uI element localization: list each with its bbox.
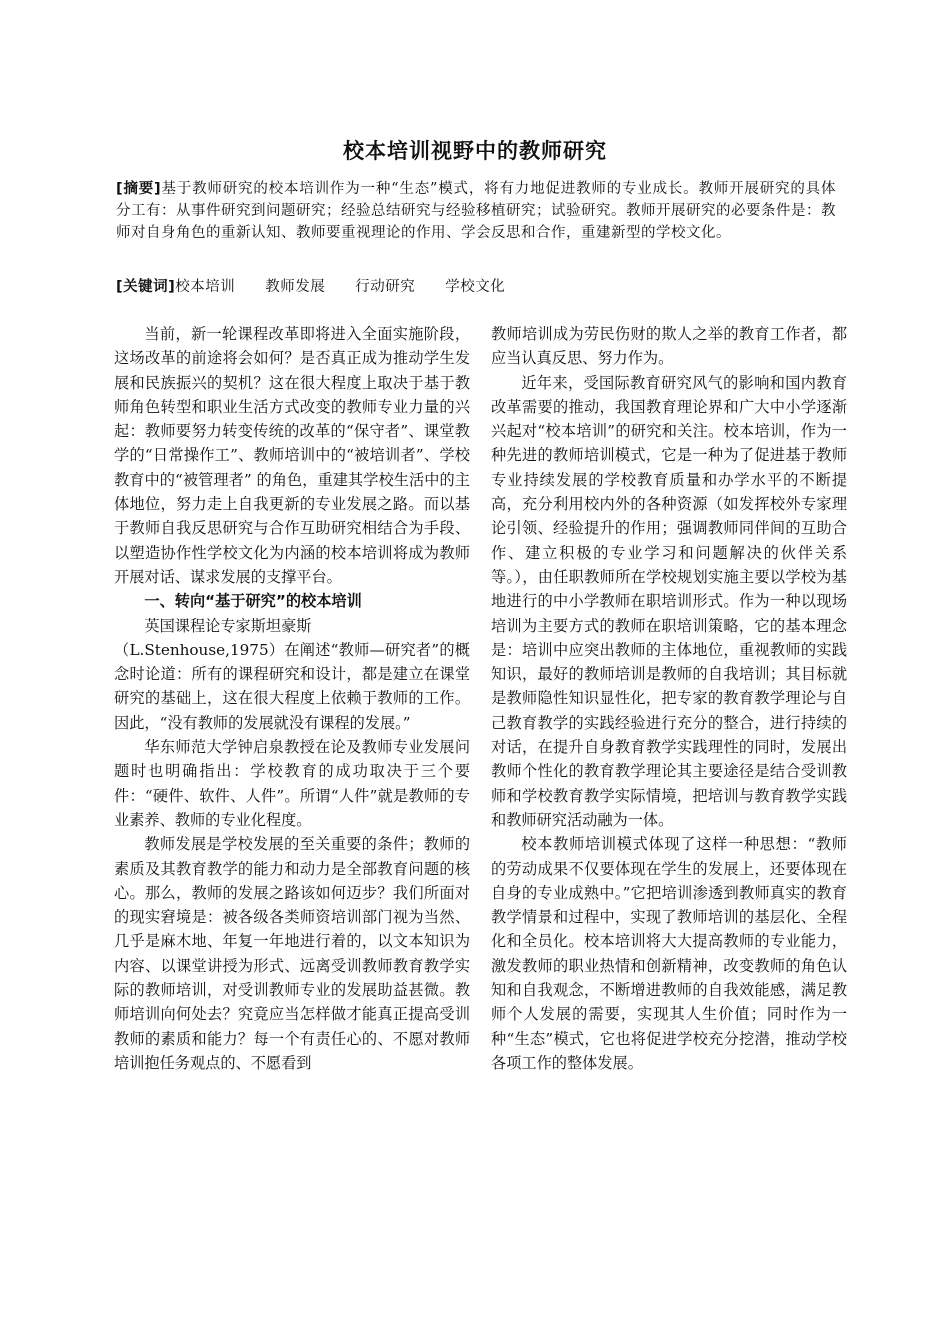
paper-title: 校本培训视野中的教师研究: [343, 139, 607, 163]
abstract-text: 基于教师研究的校本培训作为一种“生态”模式，将有力地促进教师的专业成长。教师开展研究的具体分工有：从事件研究到问题研究；经验总结研究与经验移植研究；试验研究。教师开展研究的必要条件是：教师对自身角色的重新认知、教师要重视理论的作用、学会反思和合作，重建新型的学校文化。: [116, 181, 836, 241]
section-heading: 一、转向“基于研究”的校本培训: [144, 592, 362, 611]
keywords: [116, 276, 836, 298]
paragraph: 教师发展是学校发展的至关重要的条件；教师的素质及其教育教学的能力和动力是全部教育问题的核心。那么，教师的发展之路该如何迈步？我们所面对的现实窘境是：被各级各类师资培训部门视为当然、几乎是麻木地、年复一年地进行着的，以文本知识为内容、以课堂讲授为形式、远离受训教师教育教学实际的教师培训，对受训教师专业的发展助益甚微。教师培训向何处去？究竟应当怎样做才能真正提高受训教师的素质和能力？每一个有责任心的、不愿对教师培训抱任务观点的、不愿看到: [114, 835, 470, 1072]
paragraph: 英国课程论专家斯坦豪斯: [144, 616, 312, 635]
right-column: [491, 322, 847, 1075]
paragraph: 华东师范大学钟启泉教授在论及教师专业发展问题时也明确指出：学校教育的成功取决于三个要件：“硬件、软件、人件”。所谓“人件”就是教师的专业素养、教师的专业化程度。: [114, 738, 470, 829]
paragraph: 校本教师培训模式体现了这样一种思想：“教师的劳动成果不仅要体现在学生的发展上，还要体现在自身的专业成熟中。”它把培训渗透到教师真实的教育教学情景和过程中，实现了教师培训的基层化、全程化和全员化。校本培训将大大提高教师的专业能力，激发教师的职业热情和创新精神，改变教师的角色认知和自我观念，不断增进教师的自我效能感，满足教师个人发展的需要，实现其人生价值；同时作为一种“生态”模式，它也将促进学校充分挖潜，推动学校各项工作的整体发展。: [491, 835, 847, 1072]
abstract-label: [摘要]: [116, 181, 162, 197]
abstract: [116, 178, 836, 244]
paragraph: （L.Stenhouse,1975）在阐述“教师—研究者”的概念时论道：所有的课程研究和设计，都是建立在课堂研究的基础上，这在很大程度上依赖于教师的工作。因此，“没有教师的发展就没有课程的发展。”: [114, 640, 470, 732]
keyword: 教师发展: [265, 279, 326, 295]
paragraph: 教师培训成为劳民伤财的欺人之举的教育工作者，都应当认真反思、努力作为。: [491, 325, 847, 368]
keyword: 校本培训: [175, 279, 236, 295]
paragraph: 近年来，受国际教育研究风气的影响和国内教育改革需要的推动，我国教育理论界和广大中小学逐渐兴起对“校本培训”的研究和关注。校本培训，作为一种先进的教师培训模式，它是一种为了促进基于教师专业持续发展的学校教育质量和办学水平的不断提高，充分利用校内外的各种资源（如发挥校外专家理论引领、经验提升的作用；强调教师同伴间的互助合作、建立积极的专业学习和问题解决的伙伴关系等。），由任职教师所在学校规划实施主要以学校为基地进行的中小学教师在职培训形式。作为一种以现场培训为主要方式的教师在职培训策略，它的基本理念是：培训中应突出教师的主体地位，重视教师的实践知识，最好的教师培训是教师的自我培训；其目标就是教师隐性知识显性化，把专家的教育教学理论与自己教育教学的实践经验进行充分的整合，进行持续的对话，在提升自身教育教学实践理性的同时，发展出教师个性化的教育教学理论其主要途径是结合受训教师和学校教育教学实际情境，把培训与教育教学实践和教师研究活动融为一体。: [491, 373, 847, 829]
keyword: 学校文化: [445, 279, 506, 295]
paragraph: 当前，新一轮课程改革即将进入全面实施阶段，这场改革的前途将会如何？是否真正成为推动学生发展和民族振兴的契机？这在很大程度上取决于基于教师角色转型和职业生活方式改变的教师专业力量的兴起：教师要努力转变传统的改革的“保守者”、课堂教学的“日常操作工”、教师培训中的“被培训者”、学校教育中的“被管理者” 的角色，重建其学校生活中的主体地位，努力走上自我更新的专业发展之路。而以基于教师自我反思研究与合作互助研究相结合为手段、以塑造协作性学校文化为内涵的校本培训将成为教师开展对话、谋求发展的支撑平台。: [114, 325, 470, 586]
left-column: [114, 322, 470, 1075]
keywords-label: [关键词]: [116, 279, 176, 295]
keyword: 行动研究: [355, 279, 416, 295]
